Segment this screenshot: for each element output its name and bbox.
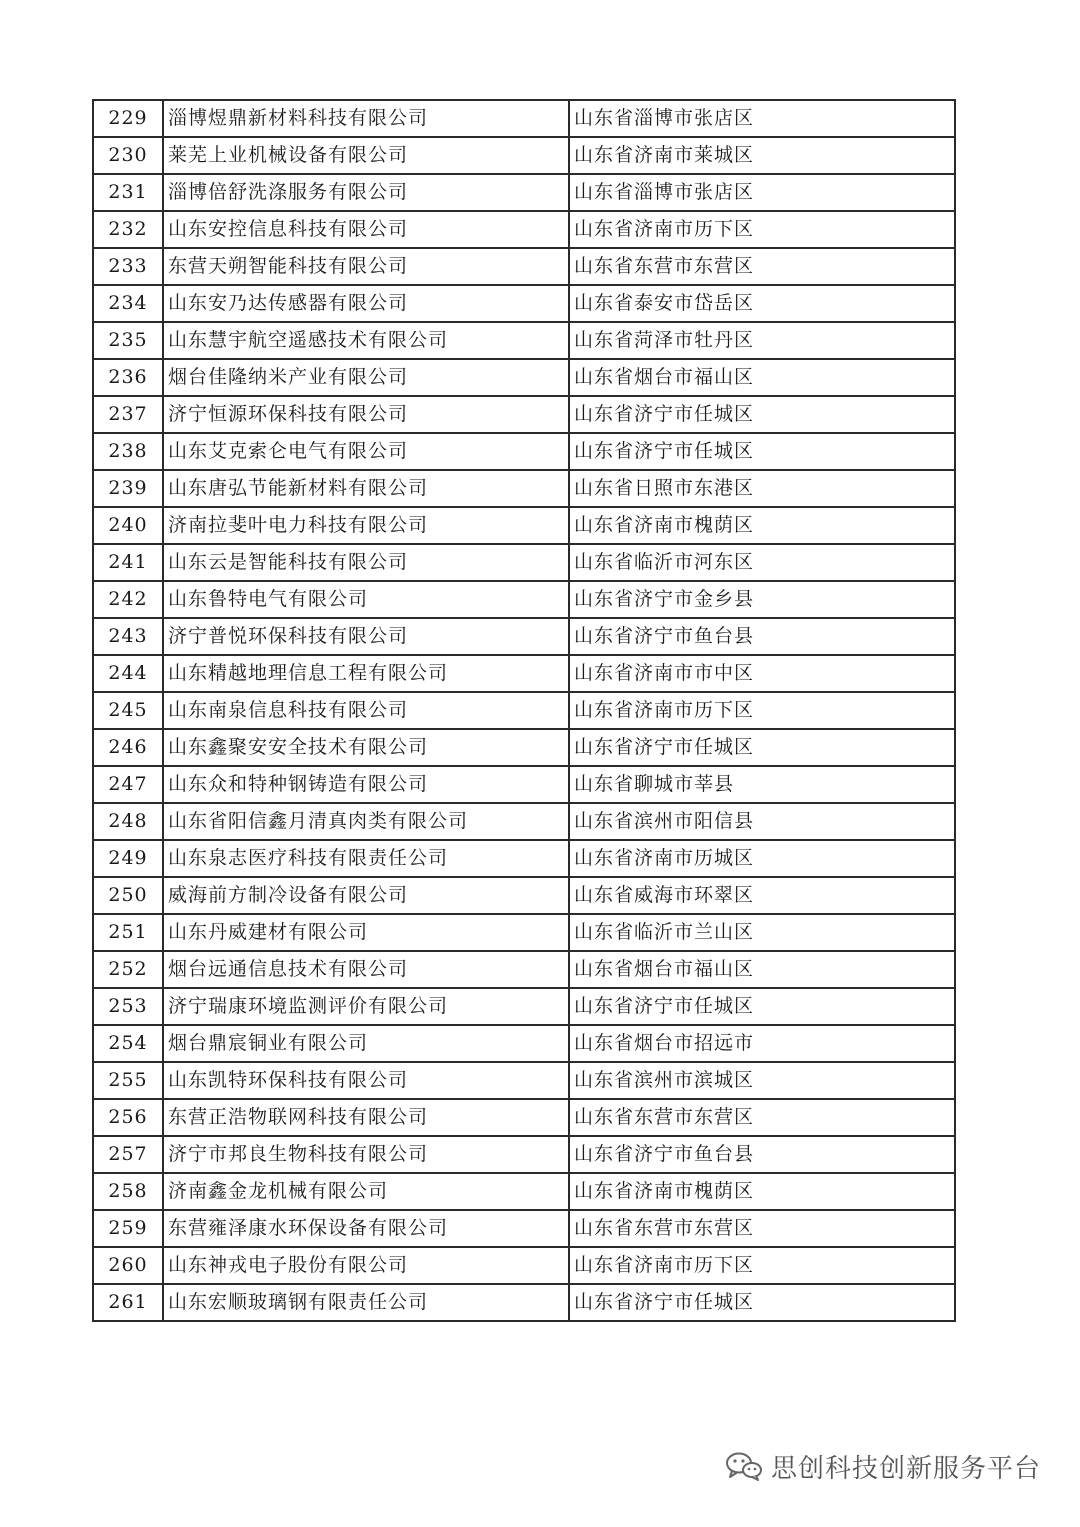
company-name: 东营雍泽康水环保设备有限公司 xyxy=(163,1210,569,1247)
company-name: 山东神戎电子股份有限公司 xyxy=(163,1247,569,1284)
watermark-text: 思创科技创新服务平台 xyxy=(771,1453,1042,1484)
company-location: 山东省滨州市阳信县 xyxy=(569,803,955,840)
company-location: 山东省济南市莱城区 xyxy=(569,137,955,174)
company-name: 济南鑫金龙机械有限公司 xyxy=(163,1173,569,1210)
company-location: 山东省日照市东港区 xyxy=(569,470,955,507)
row-number: 256 xyxy=(93,1099,163,1136)
table-row xyxy=(93,951,955,988)
company-location: 山东省滨州市滨城区 xyxy=(569,1062,955,1099)
company-name: 莱芜上业机械设备有限公司 xyxy=(163,137,569,174)
company-location: 山东省济南市市中区 xyxy=(569,655,955,692)
table-row xyxy=(93,655,955,692)
table-row xyxy=(93,988,955,1025)
company-name: 山东精越地理信息工程有限公司 xyxy=(163,655,569,692)
row-number: 250 xyxy=(93,877,163,914)
company-location: 山东省济南市历下区 xyxy=(569,692,955,729)
table-body xyxy=(93,100,955,1321)
company-location: 山东省济南市槐荫区 xyxy=(569,1173,955,1210)
table-row xyxy=(93,1210,955,1247)
row-number: 237 xyxy=(93,396,163,433)
company-location: 山东省济宁市鱼台县 xyxy=(569,618,955,655)
row-number: 238 xyxy=(93,433,163,470)
row-number: 259 xyxy=(93,1210,163,1247)
company-name: 淄博倍舒洗涤服务有限公司 xyxy=(163,174,569,211)
company-location: 山东省烟台市福山区 xyxy=(569,359,955,396)
company-name: 济南拉斐叶电力科技有限公司 xyxy=(163,507,569,544)
table-row xyxy=(93,1247,955,1284)
company-location: 山东省济宁市任城区 xyxy=(569,396,955,433)
row-number: 240 xyxy=(93,507,163,544)
company-name: 山东云是智能科技有限公司 xyxy=(163,544,569,581)
company-name: 济宁市邦良生物科技有限公司 xyxy=(163,1136,569,1173)
company-name: 山东宏顺玻璃钢有限责任公司 xyxy=(163,1284,569,1321)
company-location: 山东省东营市东营区 xyxy=(569,248,955,285)
company-name: 东营天朔智能科技有限公司 xyxy=(163,248,569,285)
row-number: 253 xyxy=(93,988,163,1025)
row-number: 229 xyxy=(93,100,163,137)
table-row xyxy=(93,322,955,359)
row-number: 242 xyxy=(93,581,163,618)
row-number: 251 xyxy=(93,914,163,951)
company-location: 山东省济宁市任城区 xyxy=(569,729,955,766)
table-row xyxy=(93,359,955,396)
company-location: 山东省泰安市岱岳区 xyxy=(569,285,955,322)
table-row xyxy=(93,544,955,581)
row-number: 257 xyxy=(93,1136,163,1173)
company-location: 山东省济宁市鱼台县 xyxy=(569,1136,955,1173)
table-row xyxy=(93,1025,955,1062)
row-number: 233 xyxy=(93,248,163,285)
watermark xyxy=(725,1446,1041,1486)
row-number: 241 xyxy=(93,544,163,581)
table-row xyxy=(93,1173,955,1210)
wechat-icon xyxy=(725,1451,763,1481)
company-name: 山东南泉信息科技有限公司 xyxy=(163,692,569,729)
company-location: 山东省菏泽市牡丹区 xyxy=(569,322,955,359)
company-name: 山东丹威建材有限公司 xyxy=(163,914,569,951)
company-location: 山东省威海市环翠区 xyxy=(569,877,955,914)
table-row xyxy=(93,174,955,211)
table-row xyxy=(93,211,955,248)
row-number: 243 xyxy=(93,618,163,655)
table-row xyxy=(93,618,955,655)
company-list-table xyxy=(92,99,956,1322)
table-row xyxy=(93,840,955,877)
row-number: 252 xyxy=(93,951,163,988)
row-number: 236 xyxy=(93,359,163,396)
company-location: 山东省济南市历城区 xyxy=(569,840,955,877)
table-row xyxy=(93,1284,955,1321)
row-number: 247 xyxy=(93,766,163,803)
company-name: 烟台鼎宸铜业有限公司 xyxy=(163,1025,569,1062)
row-number: 232 xyxy=(93,211,163,248)
table-row xyxy=(93,470,955,507)
company-name: 山东泉志医疗科技有限责任公司 xyxy=(163,840,569,877)
company-location: 山东省聊城市莘县 xyxy=(569,766,955,803)
company-name: 山东鑫聚安安全技术有限公司 xyxy=(163,729,569,766)
company-location: 山东省济宁市任城区 xyxy=(569,988,955,1025)
table-row xyxy=(93,248,955,285)
company-location: 山东省济宁市金乡县 xyxy=(569,581,955,618)
company-location: 山东省烟台市招远市 xyxy=(569,1025,955,1062)
table-row xyxy=(93,137,955,174)
company-name: 山东艾克索仑电气有限公司 xyxy=(163,433,569,470)
table-row xyxy=(93,1062,955,1099)
company-location: 山东省济南市槐荫区 xyxy=(569,507,955,544)
company-name: 淄博煜鼎新材料科技有限公司 xyxy=(163,100,569,137)
company-name: 山东慧宇航空遥感技术有限公司 xyxy=(163,322,569,359)
company-name: 山东省阳信鑫月清真肉类有限公司 xyxy=(163,803,569,840)
table-row xyxy=(93,285,955,322)
company-name: 山东唐弘节能新材料有限公司 xyxy=(163,470,569,507)
company-name: 山东安控信息科技有限公司 xyxy=(163,211,569,248)
row-number: 244 xyxy=(93,655,163,692)
table-row xyxy=(93,1099,955,1136)
company-location: 山东省淄博市张店区 xyxy=(569,100,955,137)
company-location: 山东省东营市东营区 xyxy=(569,1099,955,1136)
row-number: 255 xyxy=(93,1062,163,1099)
table-row xyxy=(93,877,955,914)
row-number: 239 xyxy=(93,470,163,507)
row-number: 235 xyxy=(93,322,163,359)
company-name: 济宁恒源环保科技有限公司 xyxy=(163,396,569,433)
row-number: 249 xyxy=(93,840,163,877)
company-location: 山东省东营市东营区 xyxy=(569,1210,955,1247)
company-location: 山东省济宁市任城区 xyxy=(569,433,955,470)
company-name: 东营正浩物联网科技有限公司 xyxy=(163,1099,569,1136)
table-row xyxy=(93,507,955,544)
company-location: 山东省淄博市张店区 xyxy=(569,174,955,211)
table-row xyxy=(93,766,955,803)
row-number: 230 xyxy=(93,137,163,174)
company-location: 山东省烟台市福山区 xyxy=(569,951,955,988)
company-name: 济宁普悦环保科技有限公司 xyxy=(163,618,569,655)
table-row xyxy=(93,1136,955,1173)
row-number: 231 xyxy=(93,174,163,211)
table-row xyxy=(93,729,955,766)
company-name: 山东凯特环保科技有限公司 xyxy=(163,1062,569,1099)
table-row xyxy=(93,803,955,840)
row-number: 258 xyxy=(93,1173,163,1210)
row-number: 246 xyxy=(93,729,163,766)
row-number: 234 xyxy=(93,285,163,322)
row-number: 261 xyxy=(93,1284,163,1321)
row-number: 245 xyxy=(93,692,163,729)
company-location: 山东省临沂市河东区 xyxy=(569,544,955,581)
company-name: 济宁瑞康环境监测评价有限公司 xyxy=(163,988,569,1025)
company-location: 山东省济南市历下区 xyxy=(569,1247,955,1284)
company-location: 山东省济南市历下区 xyxy=(569,211,955,248)
table-row xyxy=(93,396,955,433)
company-name: 烟台佳隆纳米产业有限公司 xyxy=(163,359,569,396)
table-row xyxy=(93,581,955,618)
row-number: 254 xyxy=(93,1025,163,1062)
table-row xyxy=(93,914,955,951)
company-name: 山东鲁特电气有限公司 xyxy=(163,581,569,618)
company-name: 山东安乃达传感器有限公司 xyxy=(163,285,569,322)
table-row xyxy=(93,692,955,729)
company-name: 威海前方制冷设备有限公司 xyxy=(163,877,569,914)
company-name: 山东众和特种钢铸造有限公司 xyxy=(163,766,569,803)
row-number: 260 xyxy=(93,1247,163,1284)
table-row xyxy=(93,100,955,137)
table-row xyxy=(93,433,955,470)
company-location: 山东省济宁市任城区 xyxy=(569,1284,955,1321)
company-location: 山东省临沂市兰山区 xyxy=(569,914,955,951)
company-name: 烟台远通信息技术有限公司 xyxy=(163,951,569,988)
row-number: 248 xyxy=(93,803,163,840)
